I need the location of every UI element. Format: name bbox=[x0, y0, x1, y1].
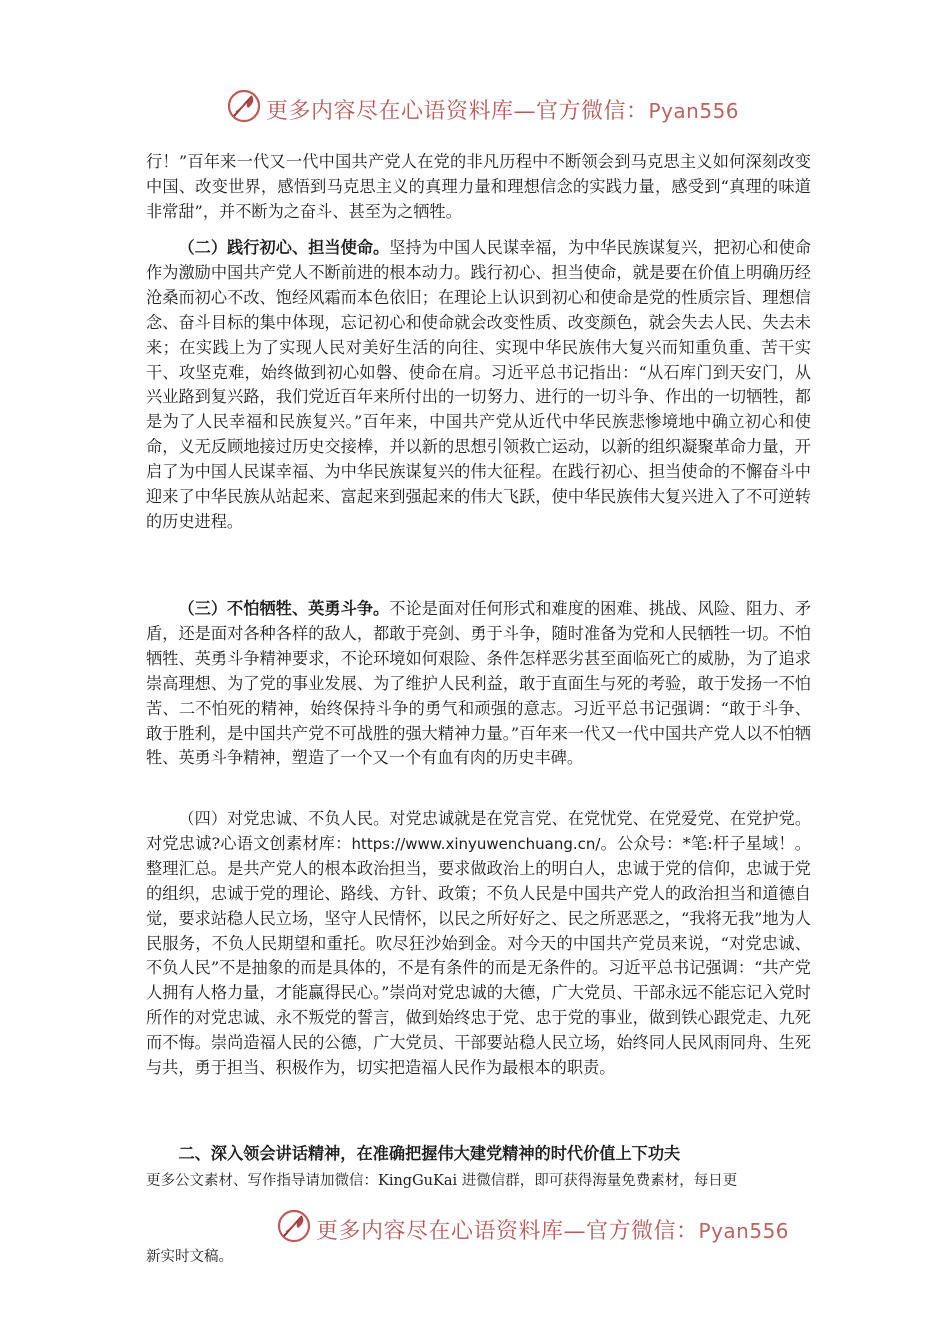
section-two-heading: （二）践行初心、担当使命。 bbox=[178, 238, 390, 257]
section-four-paragraph bbox=[146, 807, 811, 1081]
watermark-text: 更多内容尽在心语资料库—官方微信：Pyan556 bbox=[266, 99, 740, 124]
feather-circle-logo-icon bbox=[226, 88, 262, 124]
feather-circle-logo-icon bbox=[276, 1208, 312, 1244]
section-four-text-a: 对党忠诚就是在党言党、在党忧党、在党爱党、在党护党。对党忠诚?心语文创素材库： bbox=[146, 809, 812, 853]
footer-promo-line2: 新实时文稿。 bbox=[146, 1249, 233, 1265]
chapter-two-heading: 二、深入领会讲话精神，在准确把握伟大建党精神的时代价值上下功夫 bbox=[178, 1144, 681, 1163]
section-four-text-b: 。公众号：*笔:杆子星域！。整理汇总。是共产党人的根本政治担当，要求做政治上的明白人，忠诚于党的信仰，忠诚于党的组织，忠诚于党的理论、路线、方针、政策；不负人民是中国共产党人的政治担当和道德自觉，要求站稳人民立场，坚守人民情怀，以民之所好好之、民之所恶恶之，“我将无我”地为人民服务，不负人民期望和重托。吹尽狂沙始到金。对今天的中国共产党员来说，“对党忠诚、不负人民”不是抽象的而是具体的，不是有条件的而是无条件的。习近平总书记强调：“共产党人拥有人格力量，才能赢得民心。”崇尚对党忠诚的大德，广大党员、干部永远不能忘记入党时所作的对党忠诚、永不叛党的誓言，做到始终忠于党、忠于党的事业，做到铁心跟党走、九死而不悔。崇尚造福人民的公德，广大党员、干部要站稳人民立场，始终同人民风雨同舟、生死与共，勇于担当、积极作为，切实把造福人民作为最根本的职责。 bbox=[146, 833, 811, 1078]
intro-paragraph: 行！”百年来一代又一代中国共产党人在党的非凡历程中不断领会到马克思主义如何深刻改变中国、改变世界，感悟到马克思主义的真理力量和理想信念的实践力量，感受到“真理的味道非常甜”，并不断为之奋斗、甚至为之牺牲。 bbox=[146, 152, 811, 221]
section-two-paragraph bbox=[146, 236, 811, 535]
watermark-text: 更多内容尽在心语资料库—官方微信：Pyan556 bbox=[316, 1219, 790, 1244]
section-three-heading: （三）不怕牺牲、英勇斗争。 bbox=[178, 599, 390, 618]
watermark-wechat: Pyan556 bbox=[648, 99, 740, 123]
section-three-text: 不论是面对任何形式和难度的困难、挑战、风险、阻力、矛盾，还是面对各种各样的敌人，都敢于亮剑、勇于斗争，随时准备为党和人民牺牲一切。不怕牺牲、英勇斗争精神要求，不论环境如何艰险、条件怎样恶劣甚至面临死亡的威胁，为了追求崇高理想、为了党的事业发展、为了维护人民利益，敢于直面生与死的考验，敢于发扬一不怕苦、二不怕死的精神，始终保持斗争的勇气和顽强的意志。习近平总书记强调：“敢于斗争、敢于胜利，是中国共产党不可战胜的强大精神力量。”百年来一代又一代中国共产党人以不怕牺牲、英勇斗争精神，塑造了一个又一个有血有肉的历史丰碑。 bbox=[146, 599, 812, 768]
section-four-heading: （四）对党忠诚、不负人民。 bbox=[178, 809, 390, 828]
watermark-top bbox=[0, 84, 950, 132]
section-three-paragraph bbox=[146, 597, 811, 771]
watermark-bottom bbox=[0, 1204, 950, 1252]
footer-promo-line1: 更多公文素材、写作指导请加微信：KingGuKai 进微信群，即可获得海量免费素材，每日更 bbox=[146, 1173, 738, 1189]
section-two-text: 坚持为中国人民谋幸福，为中华民族谋复兴，把初心和使命作为激励中国共产党人不断前进的根本动力。践行初心、担当使命，就是要在价值上明确历经沧桑而初心不改、饱经风霜而本色依旧；在理论上认识到初心和使命是党的性质宗旨、理想信念、奋斗目标的集中体现，忘记初心和使命就会改变性质、改变颜色，就会失去人民、失去未来；在实践上为了实现人民对美好生活的向往、实现中华民族伟大复兴而知重负重、苦干实干、攻坚克难，始终做到初心如磐、使命在肩。习近平总书记指出：“从石库门到天安门，从兴业路到复兴路，我们党近百年来所付出的一切努力、进行的一切斗争、作出的一切牺牲，都是为了人民幸福和民族复兴。”百年来，中国共产党从近代中华民族悲惨境地中确立初心和使命，义无反顾地接过历史交接棒，并以新的思想引领救亡运动，以新的组织凝聚革命力量，开启了为中国人民谋幸福、为中华民族谋复兴的伟大征程。在践行初心、担当使命的不懈奋斗中迎来了中华民族从站起来、富起来到强起来的伟大飞跃，使中华民族伟大复兴进入了不可逆转的历史进程。 bbox=[146, 238, 812, 531]
watermark-wechat: Pyan556 bbox=[698, 1219, 790, 1243]
source-url-link[interactable]: https://www.xinyuwenchuang.cn/ bbox=[351, 834, 601, 853]
